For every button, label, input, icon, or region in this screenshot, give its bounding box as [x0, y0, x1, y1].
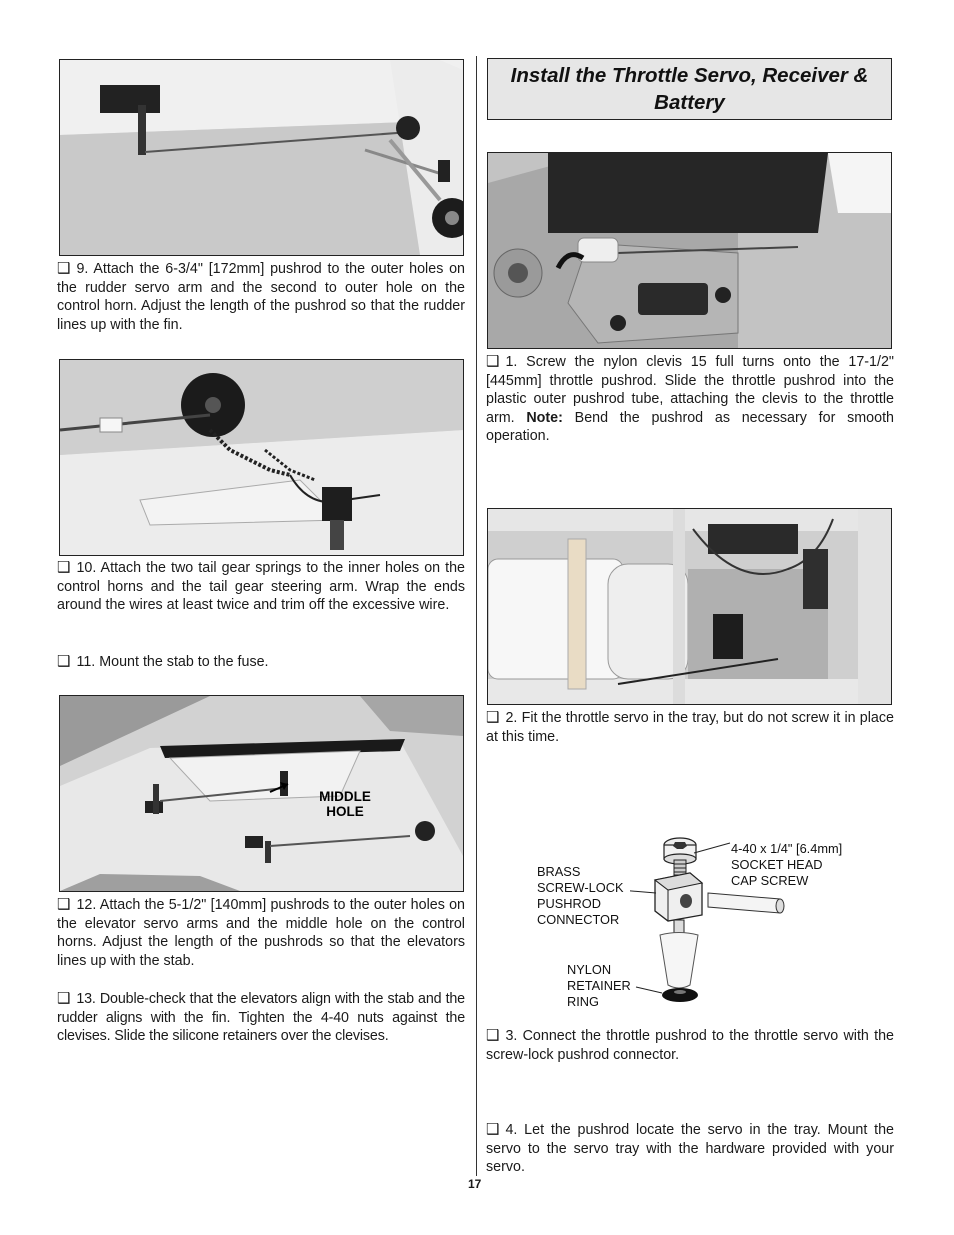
photo-throttle-engine [487, 152, 892, 349]
step-r1-body: 1. Screw the nylon clevis 15 full turns onto the 17-1/2" [445mm] throttle pushrod. Slide the throttle pushrod into the plastic outer pushrod tube, attaching the clevis to the throttle arm. [486, 354, 894, 426]
checkbox-icon[interactable]: ❑ [57, 260, 71, 277]
checkbox-icon[interactable]: ❑ [57, 990, 71, 1007]
checkbox-icon[interactable]: ❑ [57, 896, 71, 913]
section-title: Install the Throttle Servo, Receiver & Battery [510, 64, 869, 114]
socket-head-line-2: SOCKET HEAD [731, 857, 823, 872]
brass-line-2: SCREW-LOCK [537, 880, 624, 895]
checkbox-icon[interactable]: ❑ [57, 653, 71, 670]
step-10-body: 10. Attach the two tail gear springs to the inner holes on the control horns and the tail gear steering arm. Wrap the ends around the wires at least twice and trim off the excessive wire. [57, 560, 465, 614]
note-label: Note: [526, 409, 563, 426]
step-r4-text [486, 1121, 894, 1177]
socket-head-label [731, 841, 842, 889]
step-r1-text [486, 353, 894, 446]
checkbox-icon[interactable]: ❑ [486, 1121, 500, 1138]
photo-rudder-pushrod [59, 59, 464, 256]
step-r3-body: 3. Connect the throttle pushrod to the throttle servo with the screw-lock pushrod connector. [486, 1028, 894, 1063]
brass-line-3: PUSHROD [537, 896, 601, 911]
middle-hole-callout [307, 789, 383, 819]
nylon-ring-label [567, 962, 631, 1010]
socket-head-line-3: CAP SCREW [731, 873, 809, 888]
step-r2-body: 2. Fit the throttle servo in the tray, but do not screw it in place at this time. [486, 710, 894, 745]
step-11-body: 11. Mount the stab to the fuse. [76, 654, 269, 670]
checkbox-icon[interactable]: ❑ [57, 559, 71, 576]
middle-hole-line-1: MIDDLE [319, 789, 371, 804]
brass-line-4: CONNECTOR [537, 912, 620, 927]
step-r2-text [486, 709, 894, 746]
step-r1-note: Bend the pushrod as necessary for smooth operation. [486, 409, 894, 445]
nylon-line-2: RETAINER [567, 978, 631, 993]
socket-head-line-1: 4-40 x 1/4" [6.4mm] [731, 841, 843, 856]
checkbox-icon[interactable]: ❑ [486, 709, 500, 726]
page-number: 17 [468, 1177, 482, 1191]
photo-servo-tray [487, 508, 892, 705]
step-9-body: 9. Attach the 6-3/4" [172mm] pushrod to the outer holes on the rudder servo arm and the second to outer hole on the control horn. Adjust the length of the pushrod so that the rudder lines up with the fin. [57, 261, 465, 333]
checkbox-icon[interactable]: ❑ [486, 353, 500, 370]
brass-connector-label [537, 864, 624, 928]
step-9-text [57, 260, 465, 334]
checkbox-icon[interactable]: ❑ [486, 1027, 500, 1044]
section-title-box [487, 58, 892, 120]
step-r4-body: 4. Let the pushrod locate the servo in the tray. Mount the servo to the servo tray with the hardware provided with your servo. [486, 1122, 894, 1176]
step-12-body: 12. Attach the 5-1/2" [140mm] pushrods to the outer holes on the elevator servo arms and the middle hole on the control horns. Adjust the length of the pushrods so that the elevators lines up with the stab. [57, 897, 465, 969]
step-12-text [57, 896, 465, 970]
step-13-body: 13. Double-check that the elevators align with the stab and the rudder aligns with the fin. Tighten the 4-40 nuts against the clevises. Slide the silicone retainers over the clevises. [57, 991, 465, 1045]
column-divider [476, 56, 477, 1176]
photo-elevator-pushrods [59, 695, 464, 892]
nylon-line-1: NYLON [567, 962, 612, 977]
photo-tail-gear-springs [59, 359, 464, 556]
nylon-line-3: RING [567, 994, 599, 1009]
step-r3-text [486, 1027, 894, 1064]
step-13-text [57, 990, 465, 1046]
brass-line-1: BRASS [537, 864, 581, 879]
step-10-text [57, 559, 465, 615]
middle-hole-line-2: HOLE [326, 804, 364, 819]
step-11-text [57, 653, 465, 672]
